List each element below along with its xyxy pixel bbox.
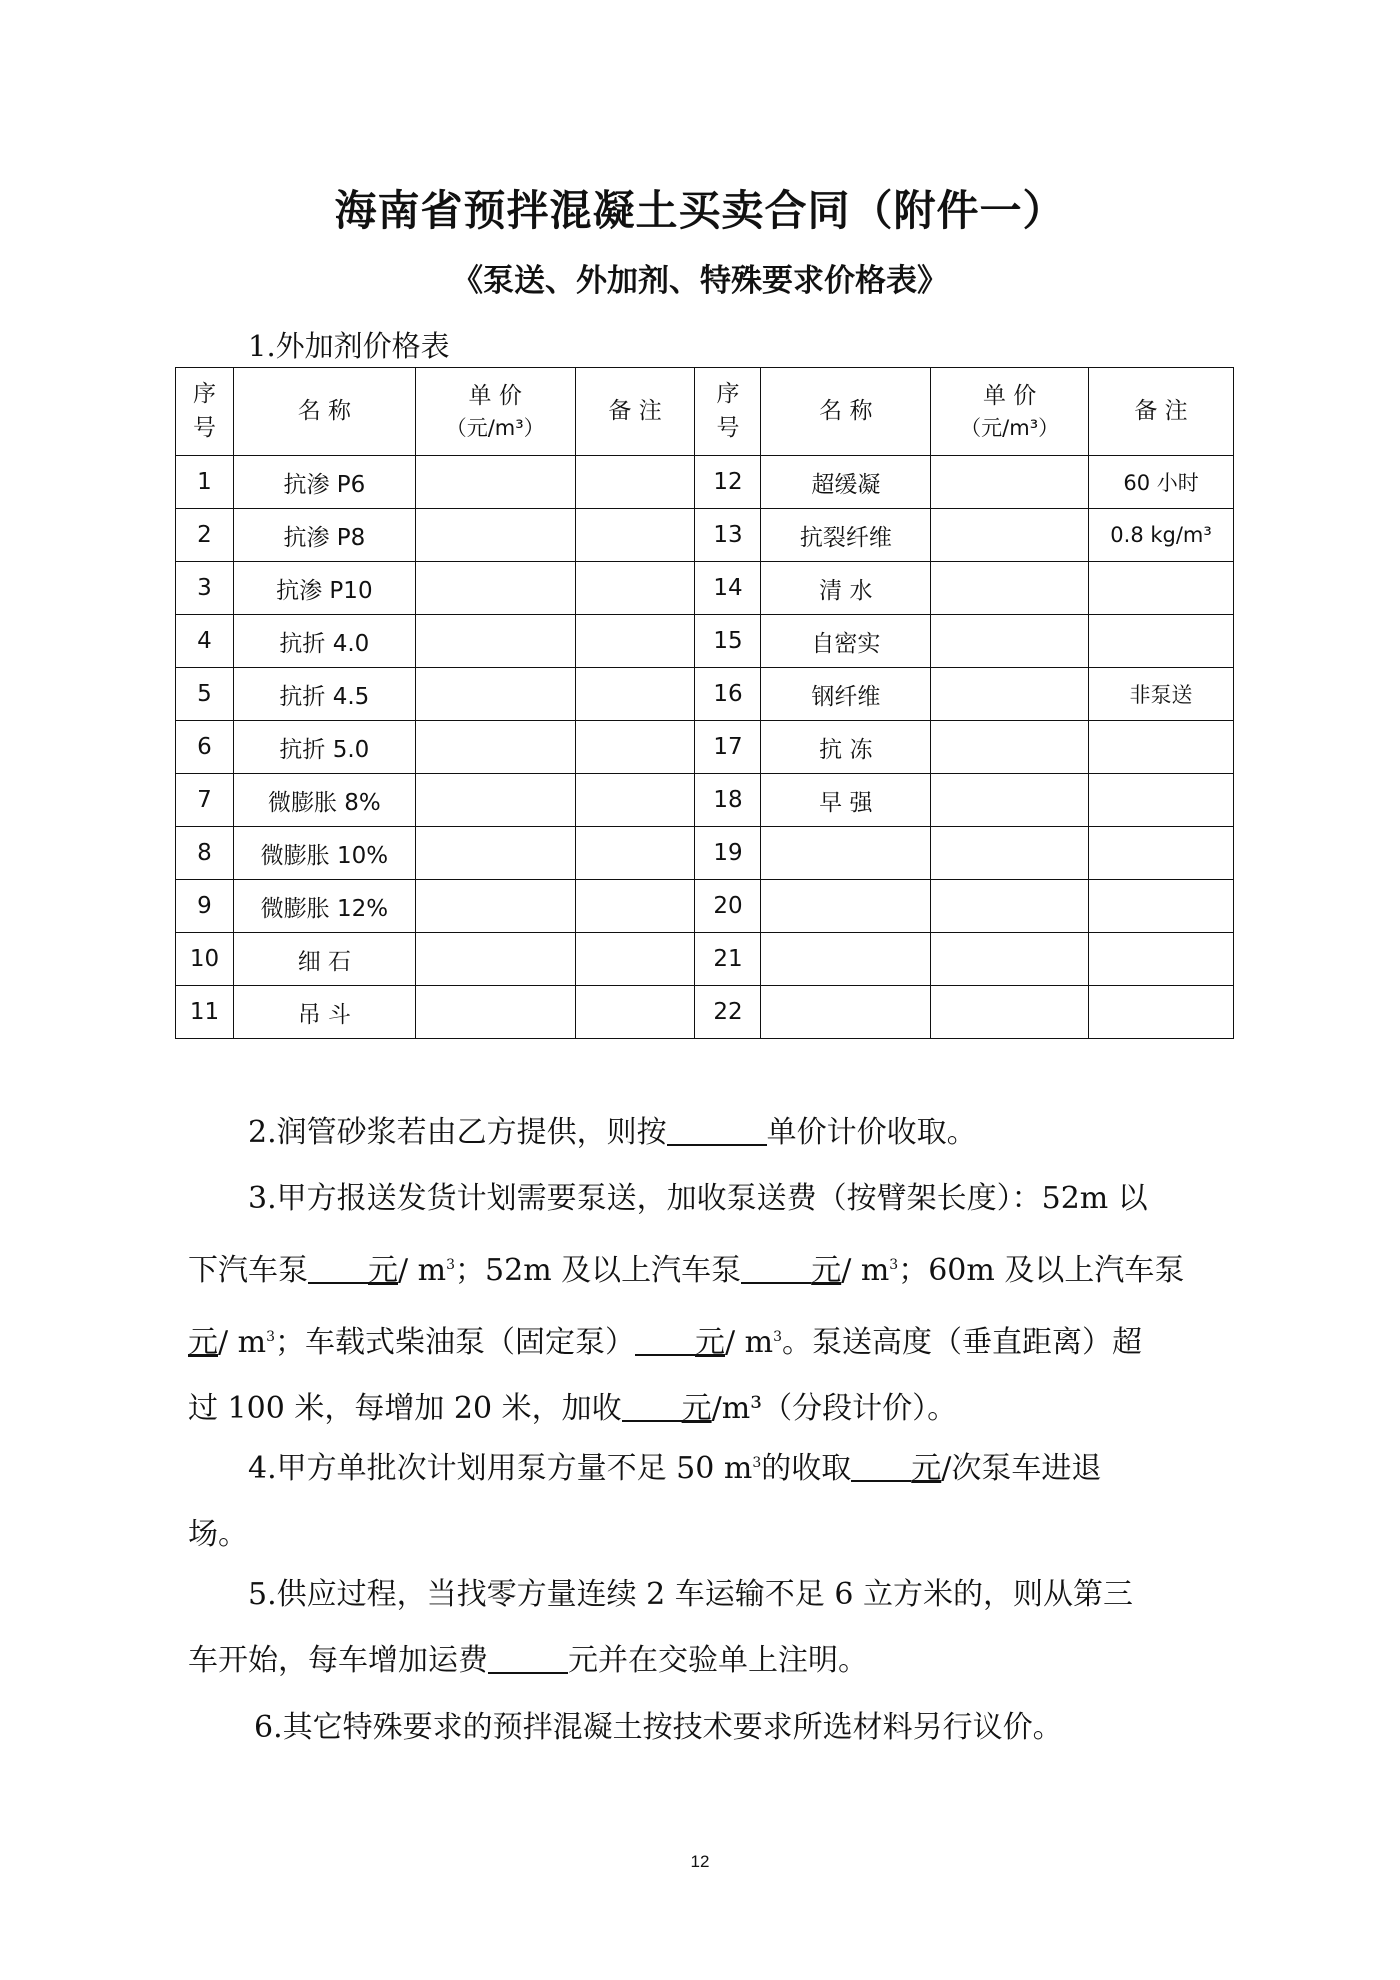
p3-text-d: ；52m 及以上汽车泵: [455, 1253, 742, 1288]
paragraph-6: [188, 1695, 1228, 1761]
cell-remark: [1089, 880, 1234, 933]
table-body: [176, 456, 1234, 1039]
cell-no: 20: [695, 880, 761, 933]
cell-remark: [575, 562, 695, 615]
table-row: [176, 721, 1234, 774]
cell-remark: [1089, 721, 1234, 774]
cell-remark: 0.8 kg/m³: [1089, 509, 1234, 562]
p3-unit-4: 元: [695, 1325, 726, 1360]
cell-no: 18: [695, 774, 761, 827]
page-number: 12: [690, 1852, 710, 1871]
cell-price[interactable]: [415, 774, 575, 827]
cell-remark: [575, 986, 695, 1039]
table-row: [176, 933, 1234, 986]
cell-remark: [1089, 986, 1234, 1039]
table-header-row: [176, 368, 1234, 456]
cell-no: 12: [695, 456, 761, 509]
cell-no: 13: [695, 509, 761, 562]
cell-name: 钢纤维: [761, 668, 931, 721]
p3-text-j: 。泵送高度（垂直距离）超: [782, 1325, 1143, 1360]
cell-name: 微膨胀 8%: [233, 774, 415, 827]
paragraph-4: [188, 1430, 1228, 1568]
header-price-line1: 单 价: [982, 382, 1037, 409]
cell-price[interactable]: [931, 456, 1089, 509]
cell-name: 抗裂纤维: [761, 509, 931, 562]
cell-no: 7: [176, 774, 234, 827]
cell-price[interactable]: [415, 456, 575, 509]
cell-no: 5: [176, 668, 234, 721]
cell-no: 19: [695, 827, 761, 880]
paragraph-5: [188, 1562, 1228, 1694]
cell-price[interactable]: [931, 721, 1089, 774]
cell-remark: [575, 668, 695, 721]
cell-name: [761, 933, 931, 986]
cell-name: 抗折 4.5: [233, 668, 415, 721]
cell-price[interactable]: [931, 933, 1089, 986]
header-remark: 备 注: [575, 368, 695, 456]
header-remark: 备 注: [1089, 368, 1234, 456]
p5-text-b: 车开始，每车增加运费: [188, 1643, 488, 1678]
cell-remark: [1089, 827, 1234, 880]
cell-price[interactable]: [931, 986, 1089, 1039]
superscript-3: 3: [446, 1257, 456, 1273]
header-seq: 序号: [695, 368, 761, 456]
cell-name: 微膨胀 12%: [233, 880, 415, 933]
p3-blank-1[interactable]: [308, 1252, 368, 1284]
p4-blank[interactable]: [851, 1450, 911, 1482]
p3-blank-4[interactable]: [635, 1324, 695, 1356]
header-name: 名 称: [233, 368, 415, 456]
p3-text-l: /m³（分段计价）。: [711, 1391, 958, 1426]
table-row: [176, 615, 1234, 668]
cell-price[interactable]: [415, 562, 575, 615]
cell-no: 17: [695, 721, 761, 774]
cell-remark: 非泵送: [1089, 668, 1234, 721]
cell-name: 超缓凝: [761, 456, 931, 509]
p3-text-b: 下汽车泵: [188, 1253, 308, 1288]
p3-text-i: / m: [725, 1325, 774, 1360]
superscript-3: 3: [266, 1329, 276, 1345]
p3-text-f: ；60m 及以上汽车泵: [898, 1253, 1185, 1288]
header-price-line2: （元/m³）: [960, 415, 1060, 440]
p3-blank-5[interactable]: [622, 1390, 682, 1422]
p4-line-2: 场。: [188, 1517, 248, 1552]
cell-price[interactable]: [415, 668, 575, 721]
p3-unit-2: 元: [811, 1253, 842, 1288]
cell-remark: [575, 456, 695, 509]
header-name: 名 称: [761, 368, 931, 456]
section-1-label: 1.外加剂价格表: [248, 329, 450, 363]
cell-name: 抗渗 P6: [233, 456, 415, 509]
header-price: [415, 368, 575, 456]
cell-remark: [575, 880, 695, 933]
cell-no: 8: [176, 827, 234, 880]
table-row: [176, 827, 1234, 880]
p3-text-g: / m: [218, 1325, 267, 1360]
document-title: 海南省预拌混凝土买卖合同（附件一）: [334, 186, 1066, 235]
cell-no: 9: [176, 880, 234, 933]
p2-blank[interactable]: [667, 1114, 767, 1146]
cell-name: 自密实: [761, 615, 931, 668]
cell-no: 4: [176, 615, 234, 668]
cell-no: 16: [695, 668, 761, 721]
superscript-3: 3: [752, 1455, 762, 1471]
cell-remark: [1089, 615, 1234, 668]
cell-name: 抗渗 P10: [233, 562, 415, 615]
cell-remark: [575, 774, 695, 827]
cell-no: 15: [695, 615, 761, 668]
table-row: [176, 562, 1234, 615]
cell-price[interactable]: [931, 774, 1089, 827]
cell-price[interactable]: [931, 562, 1089, 615]
p5-line-1: 5.供应过程，当找零方量连续 2 车运输不足 6 立方米的，则从第三: [248, 1577, 1133, 1612]
cell-remark: [1089, 774, 1234, 827]
cell-no: 11: [176, 986, 234, 1039]
cell-name: [761, 827, 931, 880]
p3-unit-3: 元: [188, 1325, 218, 1360]
cell-price[interactable]: [931, 827, 1089, 880]
p3-text-k: 过 100 米，每增加 20 米，加收: [188, 1391, 622, 1426]
cell-no: 2: [176, 509, 234, 562]
p6-text: 6.其它特殊要求的预拌混凝土按技术要求所选材料另行议价。: [254, 1710, 1063, 1745]
p4-text-c: /次泵车进退: [941, 1451, 1102, 1486]
p2-text-b: 单价计价收取。: [766, 1115, 977, 1150]
cell-no: 14: [695, 562, 761, 615]
table-row: [176, 456, 1234, 509]
cell-name: 细 石: [233, 933, 415, 986]
p4-text-a: 4.甲方单批次计划用泵方量不足 50 m: [248, 1451, 753, 1486]
cell-name: 抗折 4.0: [233, 615, 415, 668]
cell-price[interactable]: [415, 933, 575, 986]
header-seq: 序号: [176, 368, 234, 456]
paragraph-2: [188, 1100, 1228, 1166]
p5-line-2: [188, 1628, 1228, 1694]
admixture-price-table: [175, 367, 1234, 1039]
p5-blank[interactable]: [488, 1642, 568, 1674]
cell-name: [761, 986, 931, 1039]
cell-no: 6: [176, 721, 234, 774]
p2-text-a: 2.润管砂浆若由乙方提供，则按: [248, 1115, 667, 1150]
p3-unit-1: 元: [368, 1253, 398, 1288]
table-row: [176, 986, 1234, 1039]
header-price-line1: 单 价: [468, 382, 522, 409]
cell-name: 清 水: [761, 562, 931, 615]
p4-text-b: 的收取: [761, 1451, 852, 1486]
table-row: [176, 774, 1234, 827]
superscript-3: 3: [773, 1329, 783, 1345]
cell-no: 21: [695, 933, 761, 986]
p4-unit: 元: [911, 1451, 942, 1486]
cell-price[interactable]: [931, 880, 1089, 933]
cell-price[interactable]: [931, 668, 1089, 721]
p3-text-e: / m: [841, 1253, 890, 1288]
p3-line-3: [188, 1304, 1228, 1376]
cell-no: 3: [176, 562, 234, 615]
cell-remark: [575, 615, 695, 668]
cell-name: 抗折 5.0: [233, 721, 415, 774]
cell-name: 微膨胀 10%: [233, 827, 415, 880]
table-row: [176, 880, 1234, 933]
cell-price[interactable]: [415, 880, 575, 933]
p5-text-c: 元并在交验单上注明。: [568, 1643, 868, 1678]
cell-name: 早 强: [761, 774, 931, 827]
cell-remark: [1089, 562, 1234, 615]
cell-name: 抗渗 P8: [233, 509, 415, 562]
document-subtitle: 《泵送、外加剂、特殊要求价格表》: [452, 263, 948, 299]
cell-price[interactable]: [931, 509, 1089, 562]
header-price-line2: （元/m³）: [445, 415, 545, 440]
p3-text-h: ；车载式柴油泵（固定泵）: [275, 1325, 636, 1360]
cell-no: 1: [176, 456, 234, 509]
cell-price[interactable]: [415, 721, 575, 774]
cell-remark: [575, 509, 695, 562]
p4-line-1: [188, 1430, 1228, 1502]
cell-remark: [575, 721, 695, 774]
p3-line-1: 3.甲方报送发货计划需要泵送，加收泵送费（按臂架长度）：52m 以: [248, 1181, 1148, 1216]
table-row: [176, 509, 1234, 562]
superscript-3: 3: [889, 1257, 899, 1273]
cell-remark: [575, 827, 695, 880]
cell-price[interactable]: [415, 986, 575, 1039]
cell-price[interactable]: [415, 827, 575, 880]
cell-remark: [1089, 933, 1234, 986]
table-row: [176, 668, 1234, 721]
cell-price[interactable]: [415, 615, 575, 668]
cell-no: 22: [695, 986, 761, 1039]
cell-name: [761, 880, 931, 933]
p3-text-c: / m: [398, 1253, 447, 1288]
cell-name: 吊 斗: [233, 986, 415, 1039]
cell-no: 10: [176, 933, 234, 986]
header-price: [931, 368, 1089, 456]
p3-line-2: [188, 1232, 1228, 1304]
cell-remark: 60 小时: [1089, 456, 1234, 509]
cell-price[interactable]: [931, 615, 1089, 668]
cell-price[interactable]: [415, 509, 575, 562]
cell-remark: [575, 933, 695, 986]
cell-name: 抗 冻: [761, 721, 931, 774]
paragraph-3: [188, 1166, 1228, 1442]
p3-unit-5: 元: [681, 1391, 712, 1426]
p3-blank-2[interactable]: [741, 1252, 811, 1284]
